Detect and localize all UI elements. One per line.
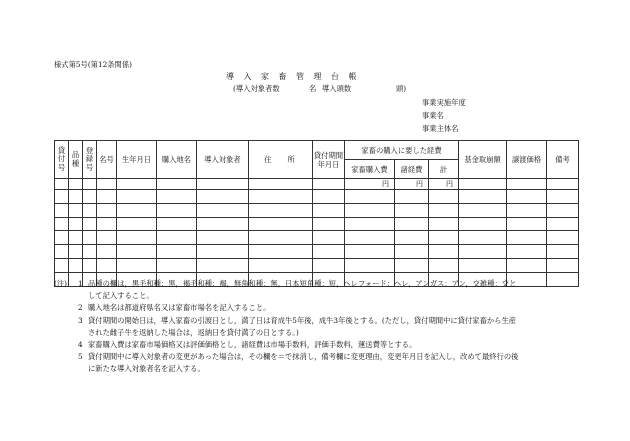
header-fund-amount: 基金取崩額 (459, 141, 507, 179)
unit-yen-purchase: 円 (345, 179, 395, 190)
header-transfer-price: 譲渡価格 (507, 141, 547, 179)
notes-section (54, 278, 578, 376)
business-year-label: 事業実施年度 (422, 98, 466, 107)
note-3 (54, 315, 578, 339)
note-line: された雌子牛を返納した場合は，返納日を貸付満了の日とする。) (88, 327, 299, 337)
table-row (55, 190, 579, 204)
subtitle-middle: 導入頭数 (322, 84, 352, 93)
header-cost-group: 家畜の購入に要した経費 (345, 141, 459, 160)
header-purchase-place: 購入地名 (157, 141, 197, 179)
header-purchase-cost: 家畜購入費 (345, 160, 395, 179)
note-number: 2 (78, 303, 83, 313)
subtitle-suffix: 頭) (396, 84, 407, 93)
note-line: 家畜購入費は家畜市場価格又は評価価格とし，諸経費は市場手数料，評価手数料，運送費等とする。 (88, 340, 417, 350)
note-line: 品種の欄は，黒毛和種：黒，褐毛和種：褐，無角和種：無，日本短角種：短，ヘレフォード：ヘレ，アンガス：アン，交雑種：交と (88, 279, 517, 288)
table-row (55, 231, 579, 245)
page-title: 導入家畜管理台帳 (226, 72, 366, 81)
form-number: 様式第5号(第12条関係) (54, 60, 132, 69)
note-5 (54, 351, 578, 375)
header-recipient: 導入対象者 (197, 141, 249, 179)
header-loan-period: 貸付期間年月日 (313, 141, 345, 179)
table-row (55, 179, 579, 190)
notes-label: (注) (54, 279, 67, 288)
ledger-table (54, 140, 579, 287)
note-number: 5 (78, 352, 83, 362)
note-line: に新たな導入対象者名を記入する。 (88, 364, 205, 374)
header-address: 住所 (249, 141, 313, 179)
header-total: 計 (429, 160, 459, 179)
business-entity-label: 事業主体名 (422, 124, 459, 133)
note-line: 貸付期間中に導入対象者の変更があった場合は，その欄を＝で抹消し，備考欄に変更理由，変更年月日を記入し，改めて最終行の後 (88, 352, 519, 362)
note-1 (54, 278, 578, 302)
note-number: 1 (78, 279, 83, 288)
table-row (55, 217, 579, 231)
business-name-label: 事業名 (422, 111, 444, 120)
header-ear-no: 名号 (97, 141, 117, 179)
table-row (55, 245, 579, 259)
header-remarks: 備考 (547, 141, 579, 179)
header-breed: 品種 (69, 141, 83, 179)
header-birth-date: 生年月日 (117, 141, 157, 179)
note-number: 4 (78, 340, 83, 350)
note-line: 貸付期間の開始日は，導入家畜の引渡日とし，満了日は育成牛5年後，成牛3年後とする。(ただし，貸付期間中に貸付家畜から生産 (88, 315, 517, 325)
header-reg-no: 登録号 (83, 141, 97, 179)
table-row (55, 258, 579, 272)
note-2 (54, 302, 578, 314)
subtitle-prefix: (導入対象者数 (233, 84, 280, 93)
note-line: して記入すること。 (88, 291, 154, 301)
subtitle-unit-persons: 名 (309, 84, 317, 93)
unit-yen-total: 円 (429, 179, 459, 190)
unit-yen-misc: 円 (395, 179, 429, 190)
note-number: 3 (78, 315, 83, 325)
header-misc-cost: 諸経費 (395, 160, 429, 179)
header-loan-no: 貸付号 (55, 141, 69, 179)
table-row (55, 203, 579, 217)
note-line: 購入地名は都道府県名又は家畜市場名を記入すること。 (88, 303, 271, 313)
note-4 (54, 339, 578, 351)
